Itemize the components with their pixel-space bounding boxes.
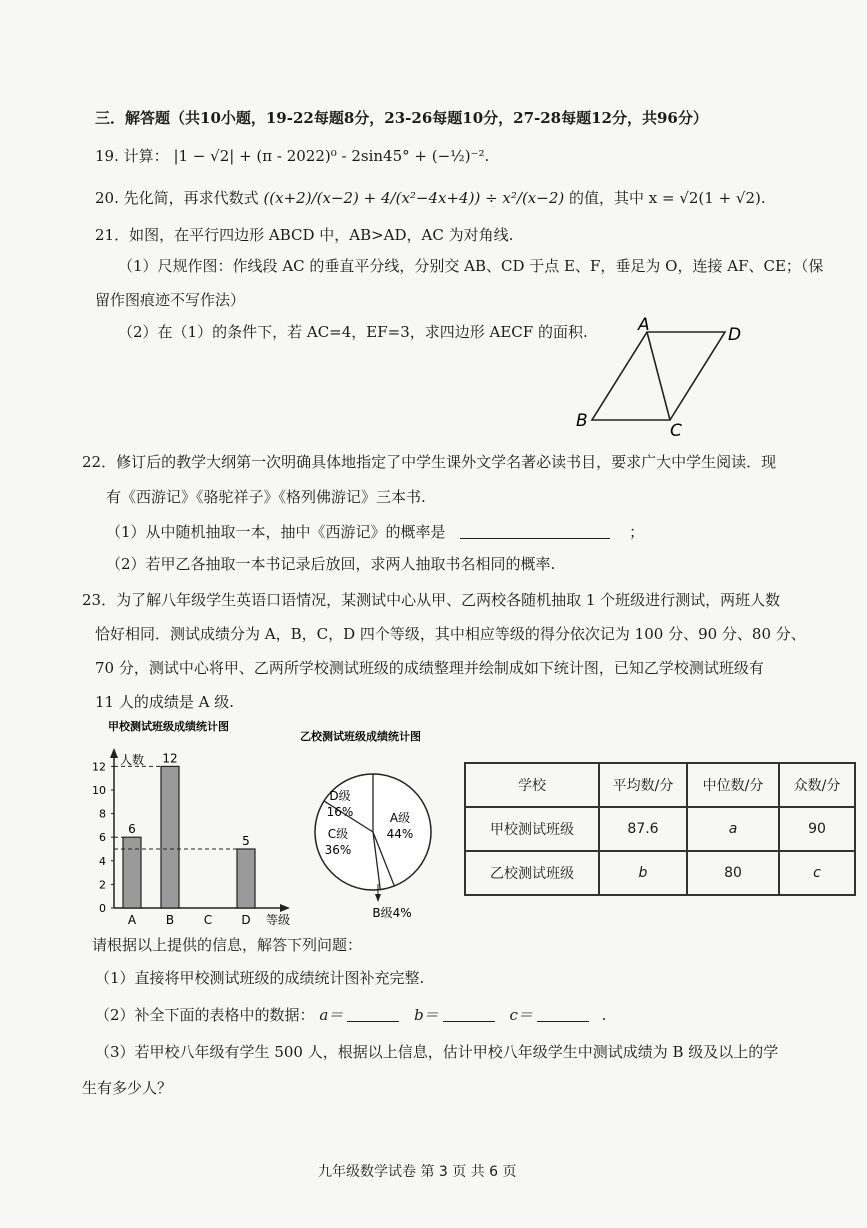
b-answer-blank[interactable] — [443, 1007, 495, 1022]
point-c-label: C — [670, 421, 682, 440]
section-title: 三．解答题（共10小题，19-22每题8分，23-26每题10分，27-28每题12分，共96分） — [95, 109, 708, 127]
y-tick-label: 2 — [99, 878, 106, 892]
q23-line2: 恰好相同．测试成绩分为 A，B，C，D 四个等级，其中相应等级的得分依次记为 100 分、90 分、80 分、 — [95, 625, 806, 643]
row1-school: 甲校测试班级 — [465, 807, 599, 851]
y-axis-label: 人数 — [120, 753, 145, 767]
point-a-label: A — [638, 315, 650, 335]
q20-number: 20. — [95, 189, 119, 207]
q21-part1-line2: 留作图痕迹不写作法） — [95, 291, 246, 309]
q22-part1-text: （1）从中随机抽取一本，抽中《西游记》的概率是 — [106, 523, 446, 541]
q22-line1: 22．修订后的教学大纲第一次明确具体地指定了中学生课外文学名著必读书目，要求广大中学生阅读．现 — [82, 453, 777, 471]
pie-label-value-A级: 44% — [386, 827, 414, 841]
row1-mean: 87.6 — [599, 807, 687, 851]
q23-line3: 70 分，测试中心将甲、乙两所学校测试班级的成绩整理并绘制成如下统计图，已知乙学校测试班级有 — [95, 659, 764, 677]
header-mode: 众数/分 — [779, 763, 855, 807]
point-d-label: D — [728, 325, 742, 345]
q23-part1: （1）直接将甲校测试班级的成绩统计图补充完整. — [95, 969, 425, 987]
pie-label-name-C级: C级 — [327, 827, 349, 841]
table-row — [465, 807, 855, 851]
pie-chart-title: 乙校测试班级成绩统计图 — [300, 730, 421, 743]
y-tick-label: 4 — [99, 854, 106, 868]
question-20 — [95, 188, 766, 208]
bar-chart-title: 甲校测试班级成绩统计图 — [108, 720, 229, 733]
q22-part2: （2）若甲乙各抽取一本书记录后放回，求两人抽取书名相同的概率. — [106, 555, 556, 573]
question-19 — [95, 146, 489, 166]
q23-part3-line1: （3）若甲校八年级有学生 500 人，根据以上信息，估计甲校八年级学生中测试成绩为 B 级及以上的学 — [95, 1043, 779, 1061]
pie-label-B级: B级4% — [372, 906, 412, 920]
table-row — [465, 851, 855, 895]
a-label: a＝ — [319, 1006, 344, 1024]
pie-label-value-D级: 16% — [326, 805, 354, 819]
table-header-row — [465, 763, 855, 807]
y-tick-label: 0 — [99, 902, 106, 915]
a-answer-blank[interactable] — [347, 1007, 399, 1022]
c-label: c＝ — [509, 1006, 533, 1024]
bar-B — [161, 766, 179, 908]
pie-label-name-A级: A级 — [389, 811, 411, 825]
x-tick-label-C: C — [203, 913, 213, 927]
stats-table — [464, 762, 856, 896]
q20-prefix: 先化简，再求代数式 — [123, 189, 259, 207]
pie-b-arrow — [375, 894, 381, 902]
row2-median: 80 — [687, 851, 779, 895]
parallelogram-figure — [560, 310, 760, 440]
page-footer: 九年级数学试卷 第 3 页 共 6 页 — [318, 1164, 517, 1180]
q21-part1-line1: （1）尺规作图：作线段 AC 的垂直平分线，分别交 AB、CD 于点 E、F，垂足为 O，连接 AF、CE；（保 — [118, 257, 824, 275]
x-tick-label-A: A — [127, 913, 137, 927]
y-tick-label: 6 — [99, 831, 106, 845]
row2-mode: c — [779, 851, 855, 895]
q22-answer-blank[interactable] — [460, 524, 610, 539]
q22-part1-end: ； — [629, 523, 645, 541]
x-axis-label: 等级 — [266, 913, 291, 927]
q22-part1 — [106, 522, 644, 542]
bar-D — [237, 849, 255, 908]
q20-expression: ((x+2)/(x−2) + 4/(x²−4x+4)) ÷ x²/(x−2) — [263, 189, 565, 207]
q22-line2: 有《西游记》《骆驼祥子》《格列佛游记》三本书. — [106, 488, 426, 506]
q23-ask: 请根据以上提供的信息，解答下列问题： — [92, 936, 363, 954]
q23-part2-end: . — [601, 1006, 607, 1024]
row2-mean: b — [599, 851, 687, 895]
q23-part2 — [95, 1005, 606, 1025]
q19-number: 19. — [95, 147, 119, 165]
b-label: b＝ — [414, 1006, 439, 1024]
bar-label-A: 6 — [128, 822, 136, 837]
x-tick-label-D: D — [241, 913, 251, 927]
header-school: 学校 — [465, 763, 599, 807]
row2-school: 乙校测试班级 — [465, 851, 599, 895]
bar-label-B: 12 — [162, 751, 178, 766]
y-tick-label: 12 — [92, 760, 106, 774]
school-yi-pie-chart — [298, 722, 448, 927]
pie-label-value-C级: 36% — [324, 843, 352, 857]
q23-line4: 11 人的成绩是 A 级. — [95, 693, 234, 711]
c-answer-blank[interactable] — [537, 1007, 589, 1022]
pie-label-name-D级: D级 — [329, 789, 351, 803]
q21-part2: （2）在（1）的条件下，若 AC=4，EF=3，求四边形 AECF 的面积. — [118, 323, 588, 341]
row1-median: a — [687, 807, 779, 851]
q23-part2-prefix: （2）补全下面的表格中的数据： — [95, 1006, 315, 1024]
q19-expression: |1 − √2| + (π - 2022)⁰ - 2sin45° + (−½)⁻². — [173, 147, 490, 165]
q23-line1: 23．为了解八年级学生英语口语情况，某测试中心从甲、乙两校各随机抽取 1 个班级进行测试，两班人数 — [82, 591, 781, 609]
diagonal-ac — [647, 332, 670, 420]
x-tick-label-B: B — [165, 913, 175, 927]
q23-part3-line2: 生有多少人？ — [82, 1079, 173, 1097]
header-median: 中位数/分 — [687, 763, 779, 807]
row1-mode: 90 — [779, 807, 855, 851]
q21-intro: 21．如图，在平行四边形 ABCD 中，AB>AD，AC 为对角线. — [95, 226, 514, 244]
point-b-label: B — [576, 411, 588, 431]
y-tick-label: 10 — [92, 784, 106, 797]
header-mean: 平均数/分 — [599, 763, 687, 807]
q20-suffix: 的值，其中 x = √2(1 + √2). — [569, 189, 766, 207]
q19-prefix: 计算： — [123, 147, 169, 165]
x-axis-arrow — [280, 904, 290, 912]
school-jia-bar-chart — [88, 712, 303, 927]
y-tick-label: 8 — [99, 807, 106, 821]
bar-A — [123, 837, 141, 908]
y-axis-arrow — [110, 748, 118, 758]
bar-label-D: 5 — [242, 834, 250, 848]
